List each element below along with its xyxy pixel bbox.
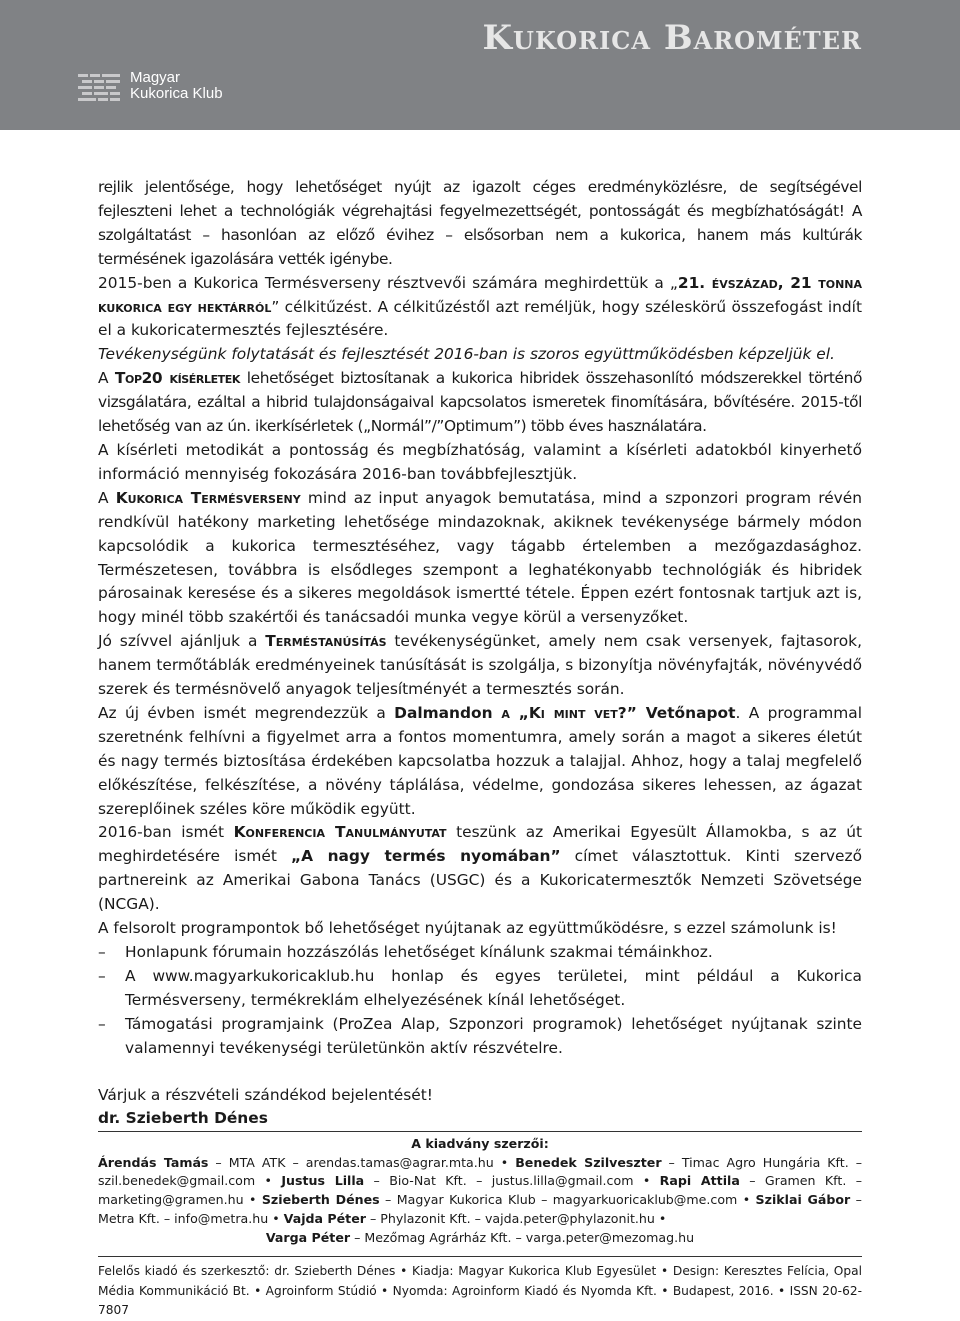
paragraph-10: A felsorolt programpontok bő lehetőséget nyújtanak az együttműködésre, s ezzel számolunk is!: [98, 919, 837, 938]
author-name: Vajda Péter: [283, 1210, 366, 1226]
logo-text: [130, 70, 223, 102]
paragraph-6: [98, 487, 862, 630]
author-separator: •: [255, 1173, 282, 1189]
spacer: [98, 1061, 862, 1084]
author-org: – Bio-Nat Kft. – justus.lilla@gmail.com: [364, 1173, 634, 1189]
author-name: Benedek Szilveszter: [515, 1154, 662, 1170]
author-separator: •: [268, 1210, 284, 1226]
p9-highlight: Konferencia Tanulmányutat: [233, 823, 447, 842]
imprint-footer: Felelős kiadó és szerkesztő: dr. Szieberth Dénes • Kiadja: Magyar Kukorica Klub Egyesület • Design: Keresztes Felícia, Opal Média Kommunikáció Bt. • Agroinform Stúdió • Nyomda: Agroinform Kiadó és Nyomda Kft. • Budapest, 2016. • ISSN 20-62-7807: [98, 1256, 862, 1321]
paragraph-1: rejlik jelentősége, hogy lehetőséget nyújt az igazolt céges eredményközlésre, de segítségével fejleszteni lehet a technológiák végrehajtási fegyelmezettségét, pontosságát és megbízhatóságát! A szolgáltatást – hasonlóan az előző évihez – elsősorban nem a kukorica, hanem más kultúrák termésének igazolására vették igénybe.: [98, 178, 862, 268]
authors-last-line: [98, 1229, 862, 1248]
p7-text-1: Jó szívvel ajánljuk a: [98, 632, 266, 651]
author-name: Rapi Attila: [659, 1173, 740, 1189]
list-dash: –: [98, 1014, 106, 1033]
list-item-text: Támogatási programjaink (ProZea Alap, Szponzori programok) lehetőséget nyújtanak szinte valamennyi tevékenységi területünkön aktív részvételre.: [125, 1014, 862, 1057]
author-separator: •: [243, 1192, 262, 1208]
paragraph-9: [98, 821, 862, 917]
paragraph-7: [98, 630, 862, 702]
p7-text-2: tevékenységünket, amely nem csak versenyek, fajtasorok, hanem termőtáblák eredményeinek tanúsítását is szolgálja, s bizonyítja növényfajták, növényvédő szerek és termésnövelő anyagok teljesítményét a termesztés során.: [98, 632, 862, 699]
logo-line-1: Magyar: [130, 69, 181, 86]
author-org: – Phylazonit Kft. – vajda.peter@phylazonit.hu: [365, 1210, 655, 1226]
signature: dr. Szieberth Dénes: [98, 1109, 268, 1128]
author-separator: •: [737, 1192, 756, 1208]
p9-text-1: 2016-ban ismét: [98, 823, 234, 842]
page-header: [0, 0, 960, 130]
authors-list: [98, 1154, 862, 1229]
p2-text-1: 2015-ben a Kukorica Termésverseny résztvevői számára meghirdettük a „: [98, 273, 678, 292]
p4-text-1: A: [98, 369, 115, 388]
p4-text-2: lehetőséget biztosítanak a kukorica hibridek összehasonlító módszerekkel történő vizsgálatára, ezáltal a hibrid tulajdonságaival kapcsolatos ismeretek finomítására, bővítésére. 2015-től lehetőség van az ún. ikerkísérletek („Normál”/”Optimum”) több éves használatára.: [98, 369, 862, 436]
paragraph-3: Tevékenységünk folytatását és fejlesztését 2016-ban is szoros együttműködésben képzeljük el.: [98, 345, 835, 364]
p4-highlight: Top20 kísérletek: [114, 369, 241, 388]
list-dash: –: [98, 943, 106, 961]
paragraph-4: [98, 367, 862, 439]
p8-text-1: Az új évben ismét megrendezzük a: [98, 703, 395, 722]
p7-highlight: Terméstanúsítás: [265, 632, 387, 651]
list-item: [98, 941, 862, 965]
paragraph-2: [98, 272, 862, 344]
authors-title: A kiadvány szerzői:: [411, 1136, 549, 1151]
list-item-text: Honlapunk fórumain hozzászólás lehetőséget kínálunk szakmai témáinkhoz.: [125, 943, 713, 961]
publication-title: Kukorica Barométer: [482, 18, 862, 58]
logo-line-2: Kukorica Klub: [130, 85, 223, 102]
p8-text-2: . A programmal szeretnénk felhívni a figyelmet arra a fontos momentumra, amely során a magot a sikeres életút és nagy termés biztosítása érdekében kapcsolatba hozzuk a talajjal. Ahhoz, hogy a talaj megfelelő előkészítése, felkészítése, a növény táplálása, védelme, gondozása sikeres lehessen, az ágazat szereplőinek széles köre működik együtt.: [98, 703, 862, 818]
author-separator: •: [654, 1210, 667, 1226]
list-item: [98, 1013, 862, 1061]
author-name: Varga Péter: [265, 1229, 351, 1245]
p9-text-3: címet választottuk. Kinti szervező partnereink az Amerikai Gabona Tanács (USGC) és a Kukoricatermesztők Nemzeti Szövetsége (NCGA).: [98, 847, 862, 914]
author-name: Szieberth Dénes: [261, 1192, 380, 1208]
p6-highlight: Kukorica Termésverseny: [115, 488, 301, 507]
paragraph-5: A kísérleti metodikát a pontosság és megbízhatóság, valamint a kísérleti adatokból kinyerhető információ mennyiség fokozására 2016-ban továbbfejlesztjük.: [98, 440, 862, 483]
p8-highlight: a „Ki mint vet?”: [501, 703, 637, 722]
author-org: – Metra Kft. – info@metra.hu: [98, 1192, 862, 1226]
closing-line: Várjuk a részvételi szándékod bejelentését!: [98, 1085, 433, 1104]
p2-text-2: ” célkitűzést. A célkitűzéstől azt reméljük, hogy széleskörű összefogást indít el a kukoricatermesztés fejlesztésére.: [98, 297, 862, 340]
author-org: – Timac Agro Hungária Kft. – szil.benedek@gmail.com: [98, 1154, 862, 1189]
authors-box: [98, 1131, 862, 1247]
author-org: – Gramen Kft. – marketing@gramen.hu: [98, 1173, 862, 1208]
paragraph-8: [98, 702, 862, 822]
author-org: – Mezőmag Agrárház Kft. – varga.peter@mezomag.hu: [350, 1229, 695, 1245]
article-body: [98, 176, 862, 1131]
author-name: Árendás Tamás: [98, 1154, 209, 1170]
author-org: – MTA ATK – arendas.tamas@agrar.mta.hu: [208, 1154, 494, 1170]
author-separator: •: [493, 1154, 516, 1170]
p6-text-2: mind az input anyagok bemutatása, mind a szponzori program révén rendkívül hatékony marketing lehetősége mindazoknak, akiknek tevékenysége bármely módon kapcsolódik a kukorica termesztéséhez, vagy tágabb értelemben a mezőgazdasághoz. Természetesen, továbbra is elsődleges szempont a leghatékonyabb technológiák és hibridek párosainak keresése és a sikeres megoldások ismertté tétele. Éppen ezért fontosnak tartjuk azt is, hogy minél több szakértői és tanácsadói munka vegye körül a versenyzőket.: [98, 488, 863, 627]
author-separator: •: [633, 1173, 660, 1189]
p9-bold: „A nagy termés nyomában”: [290, 847, 561, 866]
p8-bold-1: Dalmandon: [394, 703, 502, 722]
p6-text-1: A: [98, 488, 116, 507]
p8-bold-2: Vetőnapot: [636, 703, 736, 722]
author-name: Justus Lilla: [281, 1173, 365, 1189]
list-item-text: A www.magyarkukoricaklub.hu honlap és egyes területei, mint például a Kukorica Termésverseny, termékreklám elhelyezésének kínál lehetőséget.: [125, 966, 862, 1009]
list-dash: –: [98, 966, 106, 985]
p2-highlight: 21. évszázad, 21 tonna kukorica egy hektárról: [98, 273, 862, 316]
author-org: – Magyar Kukorica Klub – magyarkuoricaklub@me.com: [379, 1192, 738, 1208]
p9-text-2: teszünk az Amerikai Egyesült Államokba, s az út meghirdetésére ismét: [98, 823, 862, 866]
magyar-kukorica-klub-logo-icon: [78, 72, 122, 104]
author-name: Sziklai Gábor: [755, 1192, 851, 1208]
list-item: [98, 965, 862, 1013]
